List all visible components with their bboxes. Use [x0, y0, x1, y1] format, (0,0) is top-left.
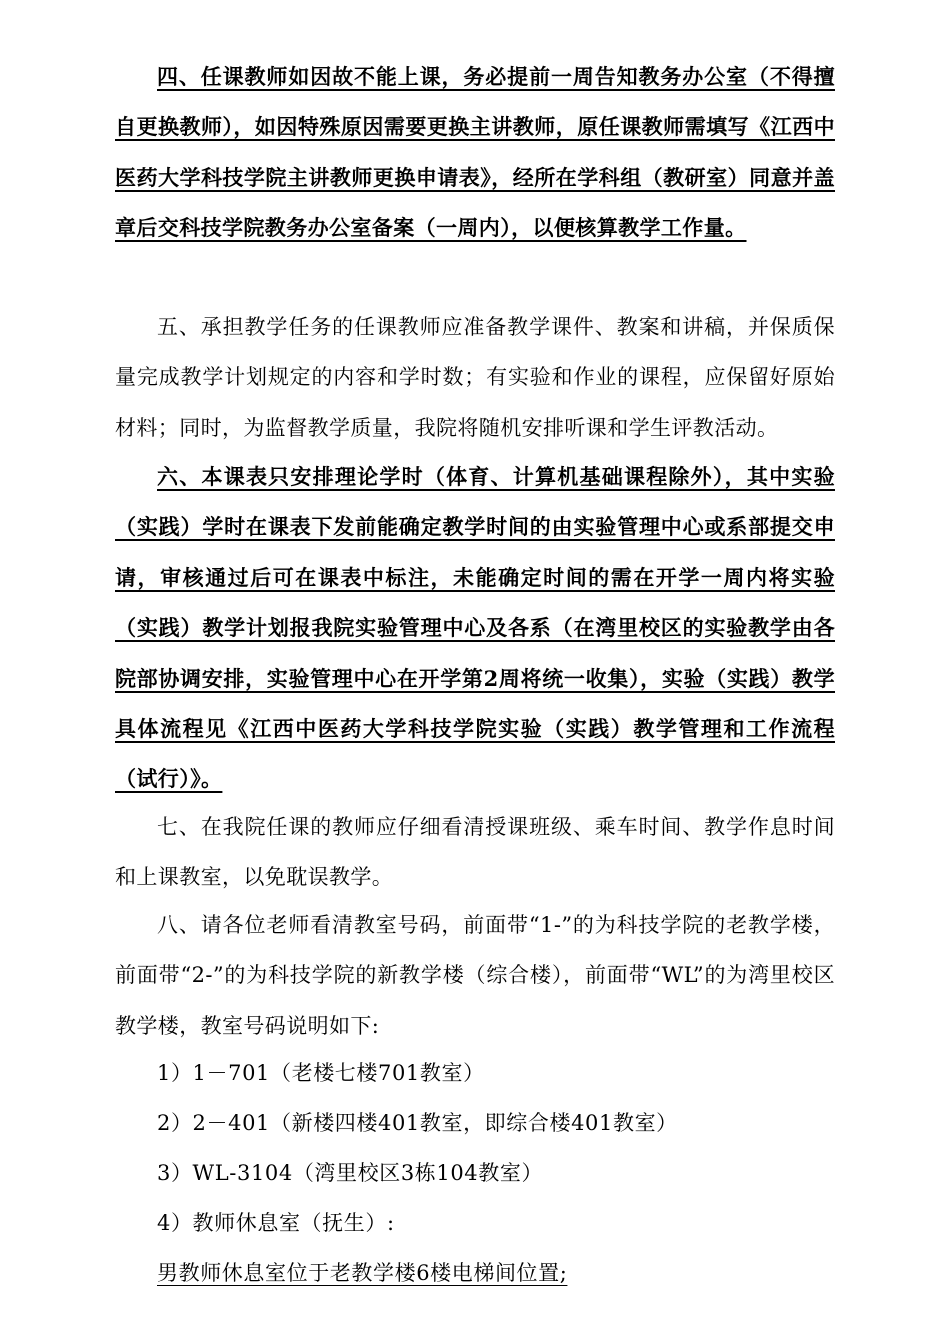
paragraph-5 — [115, 302, 835, 453]
paragraph-7-text: 七、在我院任课的教师应仔细看清授课班级、乘车时间、教学作息时间和上课教室，以免耽误教学。 — [115, 815, 835, 890]
paragraph-4 — [115, 52, 835, 254]
list-item-2 — [157, 1098, 678, 1148]
paragraph-8-text: 八、请各位老师看清教室号码，前面带“1-”的为科技学院的老教学楼，前面带“2-”的为科技学院的新教学楼（综合楼），前面带“WL”的为湾里校区教学楼，教室号码说明如下: — [115, 913, 835, 1038]
list-item-5 — [157, 1248, 567, 1298]
list-item-4 — [157, 1198, 395, 1248]
paragraph-7 — [115, 802, 835, 903]
paragraph-5-text: 五、承担教学任务的任课教师应准备教学课件、教案和讲稿，并保质保量完成教学计划规定的内容和学时数；有实验和作业的课程，应保留好原始材料；同时，为监督教学质量，我院将随机安排听课和学生评教活动。 — [115, 315, 835, 440]
paragraph-4-text: 四、任课教师如因故不能上课，务必提前一周告知教务办公室（不得擅自更换教师），如因特殊原因需要更换主讲教师，原任课教师需填写《江西中医药大学科技学院主讲教师更换申请表》，经所在学科组（教研室）同意并盖章后交科技学院教务办公室备案（一周内），以便核算教学工作量。 — [115, 64, 835, 241]
list-item-2-text: 2）2－401（新楼四楼401教室，即综合楼401教室） — [157, 1111, 678, 1135]
list-item-5-text: 男教师休息室位于老教学楼6楼电梯间位置; — [157, 1261, 568, 1285]
list-item-3-text: 3）WL-3104（湾里校区3栋104教室） — [157, 1161, 544, 1185]
list-item-1 — [157, 1048, 485, 1098]
list-item-4-text: 4）教师休息室（抚生）: — [157, 1211, 395, 1235]
paragraph-6 — [115, 452, 835, 805]
list-item-3 — [157, 1148, 543, 1198]
list-item-1-text: 1）1－701（老楼七楼701教室） — [157, 1061, 485, 1085]
paragraph-6-text: 六、本课表只安排理论学时（体育、计算机基础课程除外），其中实验（实践）学时在课表下发前能确定教学时间的由实验管理中心或系部提交申请，审核通过后可在课表中标注，未能确定时间的需在开学一周内将实验（实践）教学计划报我院实验管理中心及各系（在湾里校区的实验教学由各院部协调安排，实验管理中心在开学第2周将统一收集），实验（实践）教学具体流程见《江西中医药大学科技学院实验（实践）教学管理和工作流程（试行）》。 — [115, 464, 835, 792]
paragraph-8 — [115, 900, 835, 1051]
